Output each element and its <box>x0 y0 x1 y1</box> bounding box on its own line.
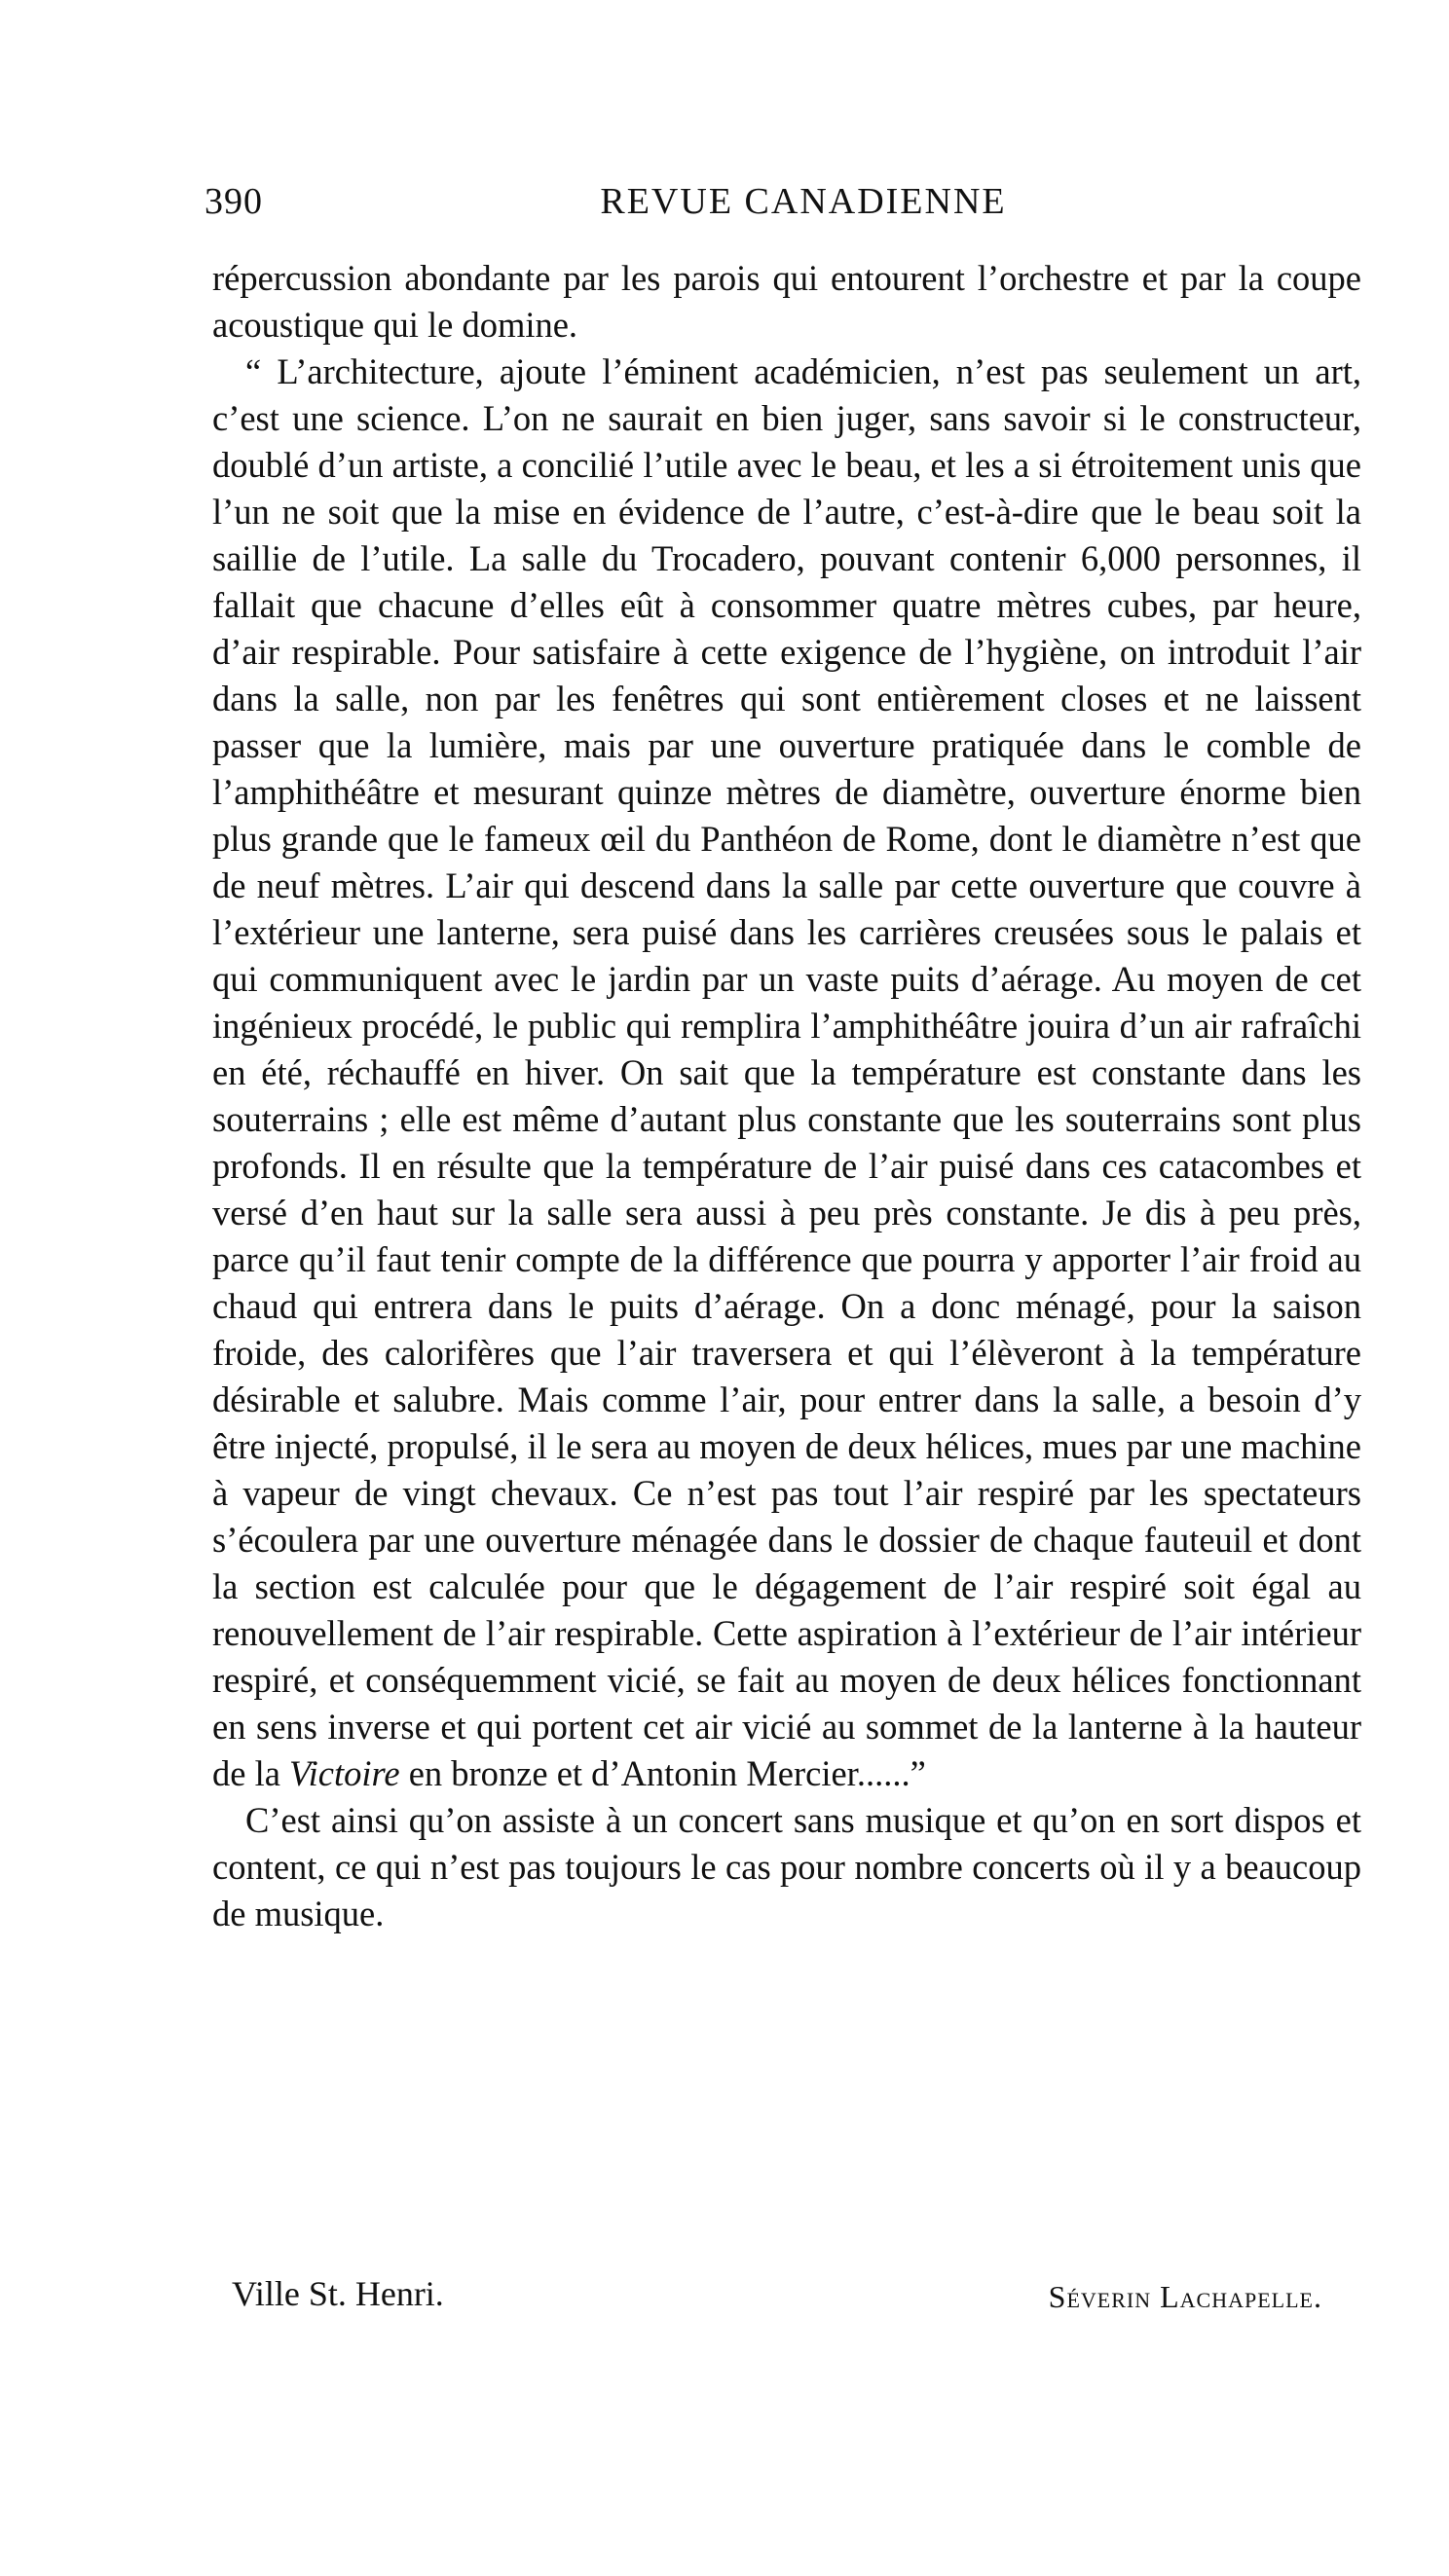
quote-text-end: en bronze et d’Antonin Mercier......” <box>408 1753 926 1793</box>
body-text <box>212 255 1361 1937</box>
signature-row <box>232 2273 1322 2332</box>
paragraph-quote <box>212 349 1361 1797</box>
page-header <box>204 180 1363 239</box>
italic-word-victoire: Victoire <box>289 1753 400 1793</box>
quote-text-start: “ L’architecture, ajoute l’éminent académicien, n’est pas seulement un art, c’est une science. L’on ne saurait en bien juger, sans savoir si le constructeur, doublé d’un artiste, a concilié l’utile avec le beau, et les a si étroitement unis que l’un ne soit que la mise en évidence de l’autre, c’est-à-dire que le beau soit la saillie de l’utile. La salle du Trocadero, pouvant contenir 6,000 personnes, il fallait que chacune d’elles eût à consommer quatre mètres cubes, par heure, d’air respirable. Pour satisfaire à cette exigence de l’hygiène, on introduit l’air dans la salle, non par les fenêtres qui sont entièrement closes et ne laissent passer que la lumière, mais par une ouverture pratiquée dans le comble de l’amphithéâtre et mesurant quinze mètres de diamètre, ouverture énorme bien plus grande que le fameux œil du Panthéon de Rome, dont le diamètre n’est que de neuf mètres. L’air qui descend dans la salle par cette ouverture que couvre à l’extérieur une lanterne, sera puisé dans les carrières creusées sous le palais et qui communiquent avec le jardin par un vaste puits d’aérage. Au moyen de cet ingénieux procédé, le public qui remplira l’amphithéâtre jouira d’un air rafraîchi en été, réchauffé en hiver. On sait que la température est constante dans les souterrains ; elle est même d’autant plus constante que les souterrains sont plus profonds. Il en résulte que la température de l’air puisé dans ces catacombes et versé d’en haut sur la salle sera aussi à peu près constante. Je dis à peu près, parce qu’il faut tenir compte de la différence que pourra y apporter l’air froid au chaud qui entrera dans le puits d’aérage. On a donc ménagé, pour la saison froide, des calorifères que l’air traversera et qui l’élèveront à la température désirable et salubre. Mais comme l’air, pour entrer dans la salle, a besoin d’y être injecté, propulsé, il le sera au moyen de deux hélices, mues par une machine à vapeur de vingt chevaux. Ce n’est pas tout l’air respiré par les spectateurs s’écoulera par une ouverture ménagée dans le dossier de chaque fauteuil et dont la section est calculée pour que le dégagement de l’air respiré soit égal au renouvellement de l’air respirable. Cette aspiration à l’extérieur de l’air intérieur respiré, et conséquemment vicié, se fait au moyen de deux hélices fonctionnant en sens inverse et qui portent cet air vicié au sommet de la lanterne à la hauteur de la <box>212 351 1361 1793</box>
paragraph-closing: C’est ainsi qu’on assiste à un concert sans musique et qu’on en sort dispos et content, ce qui n’est pas toujours le cas pour nombre concerts où il y a beaucoup de musique. <box>212 1800 1361 1933</box>
signature-author: Séverin Lachapelle. <box>1048 2279 1322 2314</box>
paragraph-continued: répercussion abondante par les parois qui entourent l’orchestre et par la coupe acoustique qui le domine. <box>212 258 1361 345</box>
running-head: REVUE CANADIENNE <box>600 181 1007 222</box>
signature-place: Ville St. Henri. <box>232 2274 444 2313</box>
page-number: 390 <box>204 181 263 222</box>
